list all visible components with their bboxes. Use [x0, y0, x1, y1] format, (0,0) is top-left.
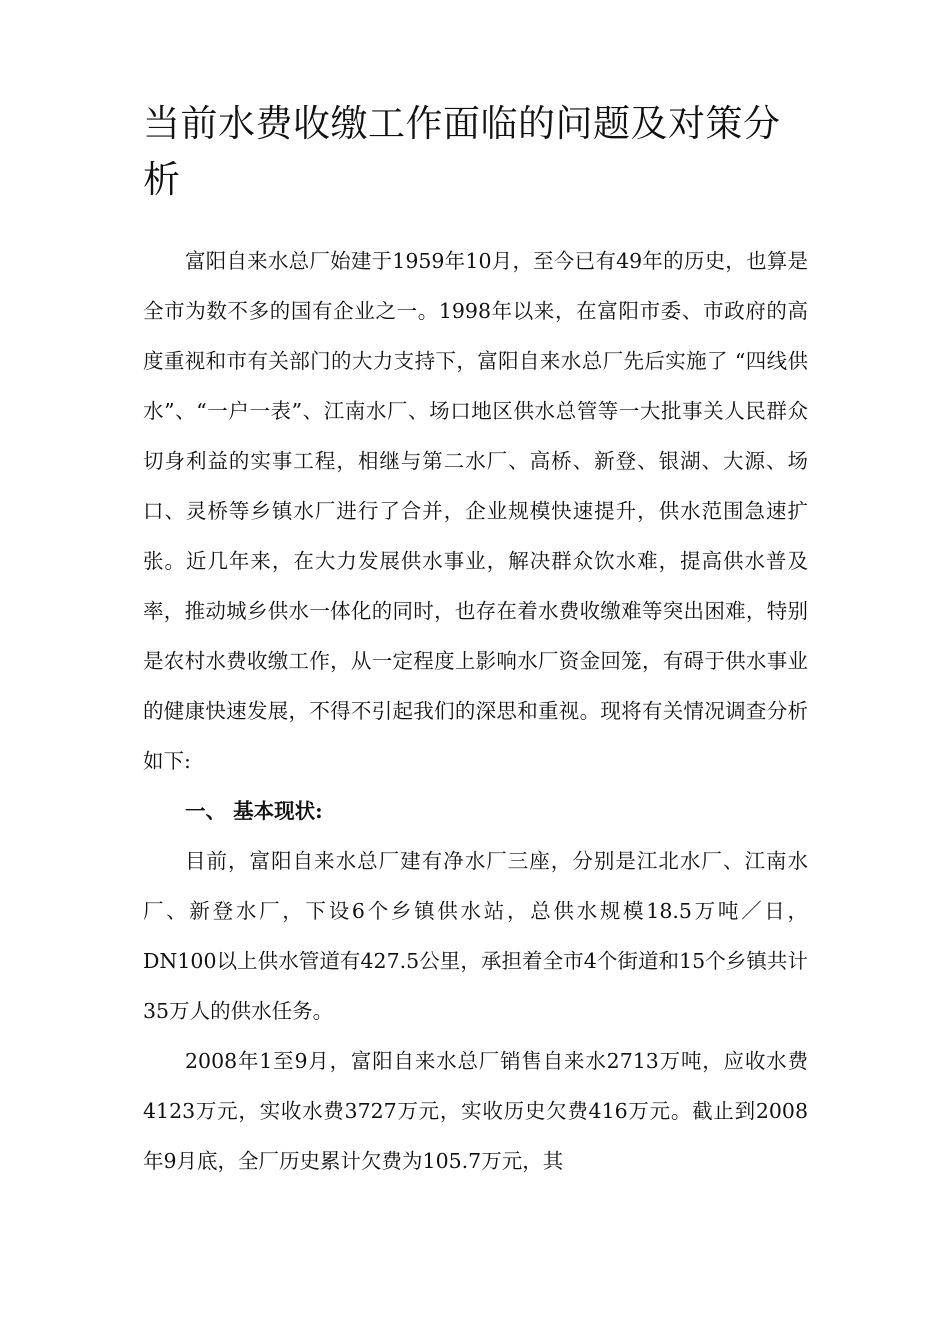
fee-statistics-paragraph: 2008年1至9月，富阳自来水总厂销售自来水2713万吨，应收水费4123万元，实收水费3727万元，实收历史欠费416万元。截止到2008年9月底，全厂历史累计欠费为105.7万元，其 [143, 1049, 808, 1173]
document-body [143, 236, 808, 1186]
document-title: 当前水费收缴工作面临的问题及对策分析 [143, 102, 781, 201]
section-heading-basic-status: 一、 基本现状: [185, 799, 323, 823]
intro-paragraph: 富阳自来水总厂始建于1959年10月，至今已有49年的历史，也算是全市为数不多的国有企业之一。1998年以来，在富阳市委、市政府的高度重视和市有关部门的大力支持下，富阳自来水总厂先后实施了 “四线供水”、“一户一表”、江南水厂、场口地区供水总管等一大批事关人民群众切身利益的实事工程，相继与第二水厂、高桥、新登、银湖、大源、场口、灵桥等乡镇水厂进行了合并，企业规模快速提升，供水范围急速扩张。近几年来，在大力发展供水事业，解决群众饮水难，提高供水普及率，推动城乡供水一体化的同时，也存在着水费收缴难等突出困难，特别是农村水费收缴工作，从一定程度上影响水厂资金回笼，有碍于供水事业的健康快速发展，不得不引起我们的深思和重视。现将有关情况调查分析如下: [143, 249, 808, 773]
status-paragraph: 目前，富阳自来水总厂建有净水厂三座，分别是江北水厂、江南水厂、新登水厂，下设6个乡镇供水站，总供水规模18.5万吨／日，DN100以上供水管道有427.5公里，承担着全市4个街道和15个乡镇共计35万人的供水任务。 [143, 849, 808, 1023]
